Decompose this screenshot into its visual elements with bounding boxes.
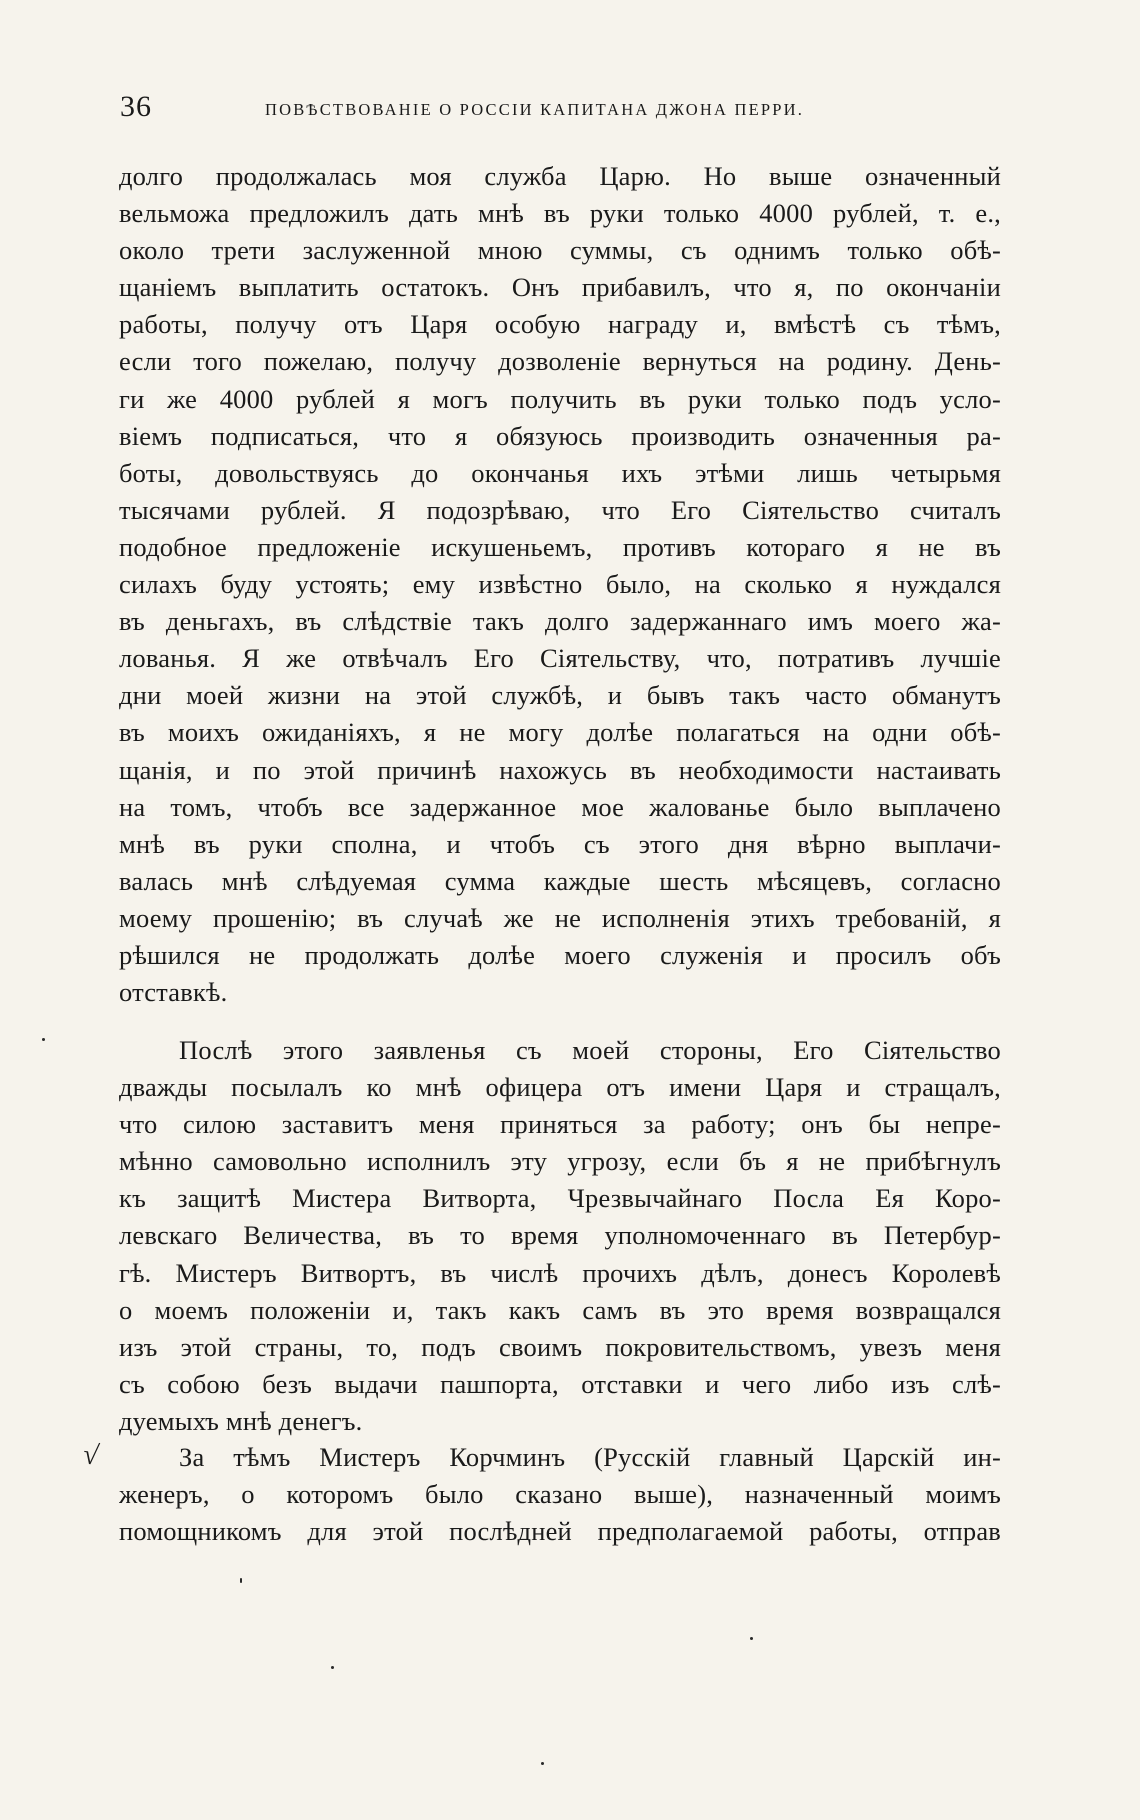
text-line: ги же 4000 рублей я могъ получить въ руки только подъ усло- — [119, 383, 1001, 414]
text-line: Послѣ этого заявленья съ моей стороны, Его Сіятельство — [179, 1035, 1001, 1065]
text-line: рѣшился не продолжать долѣе моего служенія и просилъ объ — [119, 939, 1001, 970]
scan-speck — [240, 1578, 242, 1583]
text-line: долго продолжалась моя служба Царю. Но выше означенный — [119, 161, 1001, 191]
text-line: на томъ, чтобъ все задержанное мое жалованье было выплачено — [119, 791, 1001, 822]
text-line: дважды посылалъ ко мнѣ офицера отъ имени Царя и стращалъ, — [119, 1072, 1001, 1103]
text-line: о моемъ положеніи и, такъ какъ самъ въ это время возвращался — [119, 1294, 1001, 1325]
text-line: За тѣмъ Мистеръ Корчминъ (Русскій главный Царскій ин- — [179, 1442, 1001, 1472]
page-number: 36 — [120, 90, 152, 123]
text-line: около трети заслуженной мною суммы, съ однимъ только обѣ- — [119, 235, 1001, 266]
text-line: силахъ буду устоять; ему извѣстно было, на сколько я нуждался — [119, 569, 1001, 600]
text-line: подобное предложеніе искушеньемъ, противъ котораго я не въ — [119, 531, 1001, 562]
text-line: левскаго Величества, въ то время уполномоченнаго въ Петербур- — [119, 1220, 1001, 1251]
text-line: изъ этой страны, то, подъ своимъ покровительствомъ, увезъ меня — [119, 1331, 1001, 1362]
text-line: мѣнно самовольно исполнилъ эту угрозу, если бъ я не прибѣгнулъ — [119, 1146, 1001, 1177]
running-title: ПОВѢСТВОВАНІЕ О РОССІИ КАПИТАНА ДЖОНА ПЕРРИ. — [265, 100, 805, 119]
text-line: работы, получу отъ Царя особую награду и, вмѣстѣ съ тѣмъ, — [119, 309, 1001, 340]
text-line: въ деньгахъ, въ слѣдствіе такъ долго задержаннаго имъ моего жа- — [119, 606, 1001, 637]
text-line: гѣ. Мистеръ Витвортъ, въ числѣ прочихъ дѣлъ, донесъ Королевѣ — [119, 1257, 1001, 1288]
text-line: вельможа предложилъ дать мнѣ въ руки только 4000 рублей, т. е., — [119, 198, 1001, 229]
text-line: валась мнѣ слѣдуемая сумма каждые шесть мѣсяцевъ, согласно — [119, 865, 1001, 896]
text-line: къ защитѣ Мистера Витворта, Чрезвычайнаго Посла Ея Коро- — [119, 1183, 1001, 1214]
text-line: моему прошенію; въ случаѣ же не исполненія этихъ требованій, я — [119, 902, 1001, 933]
text-line: женеръ, о которомъ было сказано выше), назначенный моимъ — [119, 1479, 1001, 1510]
paragraph-2 — [119, 1032, 1001, 1440]
scan-speck — [331, 1666, 334, 1669]
text-line: щанія, и по этой причинѣ нахожусь въ необходимости настаивать — [119, 754, 1001, 785]
text-line: отставкѣ. — [119, 977, 228, 1008]
scan-speck — [42, 1038, 45, 1041]
paragraph-3 — [119, 1439, 1001, 1550]
text-line: лованья. Я же отвѣчалъ Его Сіятельству, что, потративъ лучшіе — [119, 643, 1001, 674]
margin-checkmark: √ — [80, 1439, 101, 1472]
scan-speck — [541, 1762, 544, 1765]
text-line: боты, довольствуясь до окончанья ихъ этѣми лишь четырьмя — [119, 457, 1001, 488]
text-line: тысячами рублей. Я подозрѣваю, что Его Сіятельство считалъ — [119, 494, 1001, 525]
text-line: дуемыхъ мнѣ денегъ. — [119, 1405, 363, 1436]
text-line: съ собою безъ выдачи пашпорта, отставки и чего либо изъ слѣ- — [119, 1368, 1001, 1399]
text-line: помощникомъ для этой послѣдней предполагаемой работы, отправ — [119, 1516, 1001, 1547]
paragraph-1 — [119, 158, 1001, 1011]
text-line: віемъ подписаться, что я обязуюсь производить означенныя ра- — [119, 420, 1001, 451]
text-line: если того пожелаю, получу дозволеніе вернуться на родину. День- — [119, 346, 1001, 377]
scan-speck — [750, 1637, 753, 1640]
text-line: мнѣ въ руки сполна, и чтобъ съ этого дня вѣрно выплачи- — [119, 828, 1001, 859]
text-line: въ моихъ ожиданіяхъ, я не могу долѣе полагаться на одни обѣ- — [119, 717, 1001, 748]
text-line: дни моей жизни на этой службѣ, и бывъ такъ часто обманутъ — [119, 680, 1001, 711]
text-line: что силою заставитъ меня приняться за работу; онъ бы непре- — [119, 1109, 1001, 1140]
text-line: щаніемъ выплатить остатокъ. Онъ прибавилъ, что я, по окончаніи — [119, 272, 1001, 303]
